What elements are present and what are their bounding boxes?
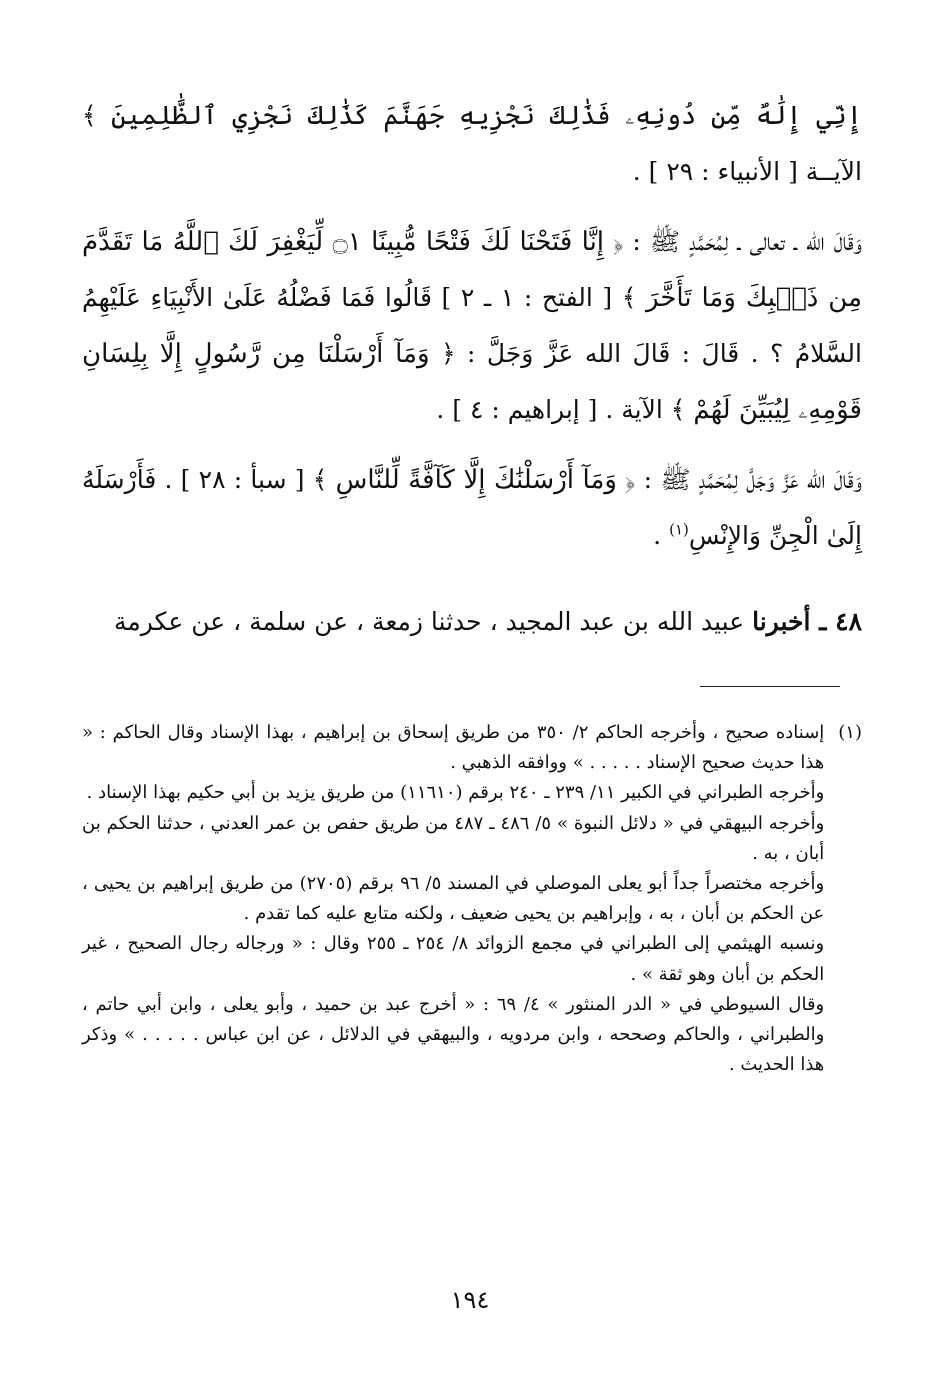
- narration-text: .: [653, 521, 670, 550]
- paragraph-saba: [82, 452, 862, 564]
- quran-verse: وَمَآ أَرْسَلْنَا مِن رَّسُولٍ إِلَّا بِلِسَانِ قَوْمِهِۦ لِيُبَيِّنَ لَهُمْ: [82, 339, 862, 425]
- footnote-line: وأخرجه البيهقي في « دلائل النبوة » ٥/ ٤٨٦ ـ ٤٨٧ من طريق حفص بن عمر العدني ، حدثنا الحكم بن أبان ، به .: [82, 812, 825, 864]
- footnote-line: ونسبه الهيثمي إلى الطبراني في مجمع الزوائد ٨/ ٢٥٤ ـ ٢٥٥ وقال : « ورجاله رجال الصحيح ، غير الحكم بن أبان وهو ثقة » .: [82, 933, 825, 985]
- footnote-1: [82, 718, 862, 1080]
- hadith-chain: عبيد الله بن عبد المجيد ، حدثنا زمعة ، عن سلمة ، عن عكرمة: [113, 607, 753, 636]
- hadith-48: [82, 594, 862, 650]
- hadith-number: ٤٨ ـ أخبرنا: [752, 607, 862, 636]
- narration-text: ﴾ [ الفتح : ١ ـ ٢ ] قَالُوا فَمَا فَضْلُهُ عَلَىٰ الأَنْبِيَاءِ عَلَيْهِمُ السَّلامُ ؟ . قَالَ : قَالَ الله عَزَّ وَجَلَّ : ﴿: [82, 283, 862, 368]
- main-text: [82, 88, 862, 650]
- footnote-line: وأخرجه مختصراً جداً أبو يعلى الموصلي في المسند ٥/ ٩٦ برقم (٢٧٠٥) من طريق إبراهيم بن يحيى ، عن الحكم بن أبان ، به ، وإبراهيم بن يحيى ضعيف ، ولكنه متابع عليه كما تقدم .: [82, 873, 825, 925]
- footnote-divider: [700, 686, 840, 687]
- footnote-marker: (١): [669, 520, 689, 539]
- page-number: ١٩٤: [450, 1286, 490, 1314]
- quran-verse: إِنَّا فَتَحْنَا لَكَ فَتْحًا مُّبِينًا ۝١ لِّيَغْفِرَ لَكَ ٱللَّهُ مَا تَقَدَّمَ مِن ذَنۢبِكَ وَمَا تَأَخَّرَ: [82, 227, 863, 313]
- paragraph-quran-anbiya: [82, 88, 862, 200]
- quran-verse: وَمَآ أَرْسَلْنَٰكَ إِلَّا كَآفَّةً لِّلنَّاسِ: [335, 465, 617, 495]
- footnote-body: [82, 718, 824, 1080]
- verse-citation: ﴾ الآيــة [ الأنبياء : ٢٩ ] .: [82, 101, 862, 186]
- footnote-line: وقال السيوطي في « الدر المنثور » ٤/ ٦٩ : « أخرج عبد بن حميد ، وأبو يعلى ، وابن أبي حاتم ، والطبراني ، والحاكم وصححه ، وابن مردويه ، والبيهقي في الدلائل ، عن ابن عباس . . . . . » وذكر هذا الحديث .: [82, 993, 825, 1076]
- quran-verse: إِنِّي إِلَٰهٌ مِّن دُونِهِۦ فَذَٰلِكَ نَجْزِيهِ جَهَنَّمَ كَذَٰلِكَ نَجْزِي ٱلظَّٰلِمِينَ: [110, 101, 862, 131]
- footnote-number: (١): [838, 722, 862, 743]
- narration-text: وَقَالَ الله عَزَّ وَجَلَّ لِمُحَمَّدٍ ﷺ : ﴿: [625, 465, 862, 494]
- verse-citation: ﴾ الآية . [ إبراهيم : ٤ ] .: [436, 395, 686, 424]
- paragraph-fath: [82, 214, 862, 438]
- narration-text: ﴾ [ سبأ : ٢٨ ] . فَأَرْسَلَهُ إِلَىٰ الْجِنِّ وَالإِنْسِ: [82, 465, 862, 550]
- footnote-line: وأخرجه الطبراني في الكبير ١١/ ٢٣٩ ـ ٢٤٠ برقم (١١٦١٠) من طريق يزيد بن أبي حكيم بهذا الإسناد .: [86, 782, 825, 804]
- footnote-line: إسناده صحيح ، وأخرجه الحاكم ٢/ ٣٥٠ من طريق إسحاق بن إبراهيم ، بهذا الإسناد وقال الحاكم : « هذا حديث صحيح الإسناد . . . . . » ووافقه الذهبي .: [82, 722, 825, 774]
- footnotes: [82, 718, 862, 1080]
- narration-text: وَقَالَ الله ـ تعالى ـ لِمُحَمَّدٍ ﷺ : ﴿: [613, 227, 862, 256]
